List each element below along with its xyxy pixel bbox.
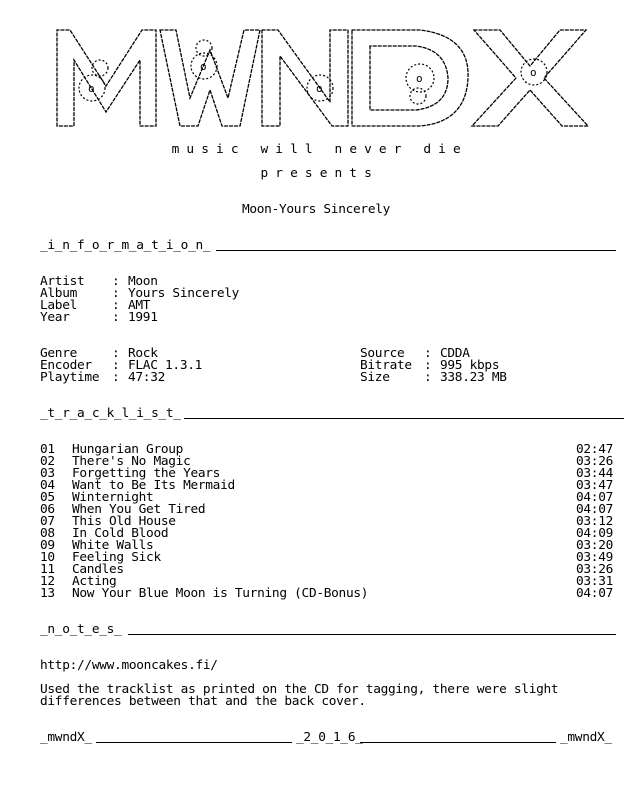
info-key: Source [360, 346, 405, 361]
info-separator: : [112, 370, 120, 385]
info-value: 1991 [128, 310, 158, 325]
info-row [0, 288, 632, 300]
track-number: 12 [40, 574, 55, 589]
svg-text:o: o [416, 72, 423, 85]
track-number: 11 [40, 562, 55, 577]
logo-letter-m [57, 30, 156, 126]
logo-letter-w [160, 30, 260, 126]
svg-text:o: o [200, 60, 207, 73]
info-value: 47:32 [128, 370, 166, 385]
track-title: There's No Magic [72, 454, 191, 469]
notes-text-line [0, 696, 632, 708]
logo-letter-n [262, 30, 348, 126]
information-rule [216, 250, 616, 251]
presents-text: p r e s e n t s [260, 166, 372, 181]
notes-text: Used the tracklist as printed on the CD for tagging, there were slight [40, 682, 559, 697]
footer-left: _mwndX_ [40, 730, 92, 745]
track-time: 04:07 [576, 490, 614, 505]
notes-text: differences between that and the back cover. [40, 694, 366, 709]
info-row [0, 312, 632, 324]
info-separator: : [424, 358, 432, 373]
info-value: 338.23 MB [440, 370, 507, 385]
info-key: Artist [40, 274, 85, 289]
track-time: 03:26 [576, 562, 614, 577]
track-title: Want to Be Its Mermaid [72, 478, 235, 493]
info-separator: : [424, 346, 432, 361]
info-key: Size [360, 370, 390, 385]
notes-rule [128, 634, 616, 635]
info-key: Genre [40, 346, 78, 361]
info-key: Album [40, 286, 78, 301]
track-title: In Cold Blood [72, 526, 169, 541]
info-value: FLAC 1.3.1 [128, 358, 203, 373]
track-title: White Walls [72, 538, 154, 553]
track-number: 05 [40, 490, 55, 505]
track-number: 10 [40, 550, 55, 565]
info-separator: : [424, 370, 432, 385]
svg-text:o: o [530, 66, 537, 79]
track-title: Acting [72, 574, 117, 589]
info-separator: : [112, 358, 120, 373]
info-separator: : [112, 274, 120, 289]
track-time: 03:49 [576, 550, 614, 565]
track-number: 07 [40, 514, 55, 529]
track-time: 02:47 [576, 442, 614, 457]
info-value: AMT [128, 298, 151, 313]
track-time: 03:44 [576, 466, 614, 481]
track-title: Forgetting the Years [72, 466, 221, 481]
svg-text:o: o [316, 82, 323, 95]
track-title: Feeling Sick [72, 550, 161, 565]
track-time: 03:26 [576, 454, 614, 469]
info-separator: : [112, 310, 120, 325]
info-row [0, 372, 632, 384]
presents-line [0, 168, 632, 180]
info-key: Encoder [40, 358, 92, 373]
track-title: Hungarian Group [72, 442, 184, 457]
notes-url-link[interactable]: http://www.mooncakes.fi/ [40, 658, 218, 673]
info-key: Playtime [40, 370, 100, 385]
info-value: 995 kbps [440, 358, 500, 373]
footer-rule-left [96, 742, 292, 743]
info-key: Label [40, 298, 78, 313]
notes-url-line [0, 660, 632, 672]
release-title: Moon-Yours Sincerely [241, 202, 391, 217]
info-separator: : [112, 286, 120, 301]
track-row [0, 588, 632, 600]
tracklist-heading: _t_r_a_c_k_l_i_s_t_ [40, 406, 181, 421]
track-time: 03:47 [576, 478, 614, 493]
track-title: Winternight [72, 490, 154, 505]
info-value: Moon [128, 274, 158, 289]
footer-right: _mwndX_ [560, 730, 612, 745]
track-time: 03:20 [576, 538, 614, 553]
svg-text:o: o [88, 82, 95, 95]
info-separator: : [112, 298, 120, 313]
info-key: Year [40, 310, 70, 325]
info-value: Rock [128, 346, 158, 361]
info-separator: : [112, 346, 120, 361]
tracklist-rule [184, 418, 624, 419]
info-row [0, 300, 632, 312]
footer-center: _2_0_1_6_ [296, 730, 363, 745]
track-number: 02 [40, 454, 55, 469]
track-title: Candles [72, 562, 124, 577]
information-heading: _i_n_f_o_r_m_a_t_i_o_n_ [40, 238, 211, 253]
track-number: 13 [40, 586, 55, 601]
track-title: This Old House [72, 514, 176, 529]
track-number: 03 [40, 466, 55, 481]
footer-rule-right [360, 742, 556, 743]
track-time: 03:31 [576, 574, 614, 589]
track-number: 01 [40, 442, 55, 457]
notes-heading: _n_o_t_e_s_ [40, 622, 122, 637]
track-title: Now Your Blue Moon is Turning (CD-Bonus) [72, 586, 369, 601]
mwndx-logo [0, 0, 632, 140]
info-row [0, 276, 632, 288]
info-value: Yours Sincerely [128, 286, 240, 301]
info-key: Bitrate [360, 358, 412, 373]
track-number: 04 [40, 478, 55, 493]
track-title: When You Get Tired [72, 502, 206, 517]
info-row [0, 348, 632, 360]
track-number: 06 [40, 502, 55, 517]
track-time: 04:09 [576, 526, 614, 541]
track-time: 04:07 [576, 586, 614, 601]
track-time: 03:12 [576, 514, 614, 529]
logo-letter-d [352, 30, 468, 126]
logo-flower-6 [92, 60, 108, 76]
release-line [0, 204, 632, 216]
track-time: 04:07 [576, 502, 614, 517]
tagline: m u s i c w i l l n e v e r d i e [171, 142, 461, 157]
tagline-line [0, 144, 632, 156]
info-value: CDDA [440, 346, 470, 361]
track-number: 08 [40, 526, 55, 541]
track-number: 09 [40, 538, 55, 553]
